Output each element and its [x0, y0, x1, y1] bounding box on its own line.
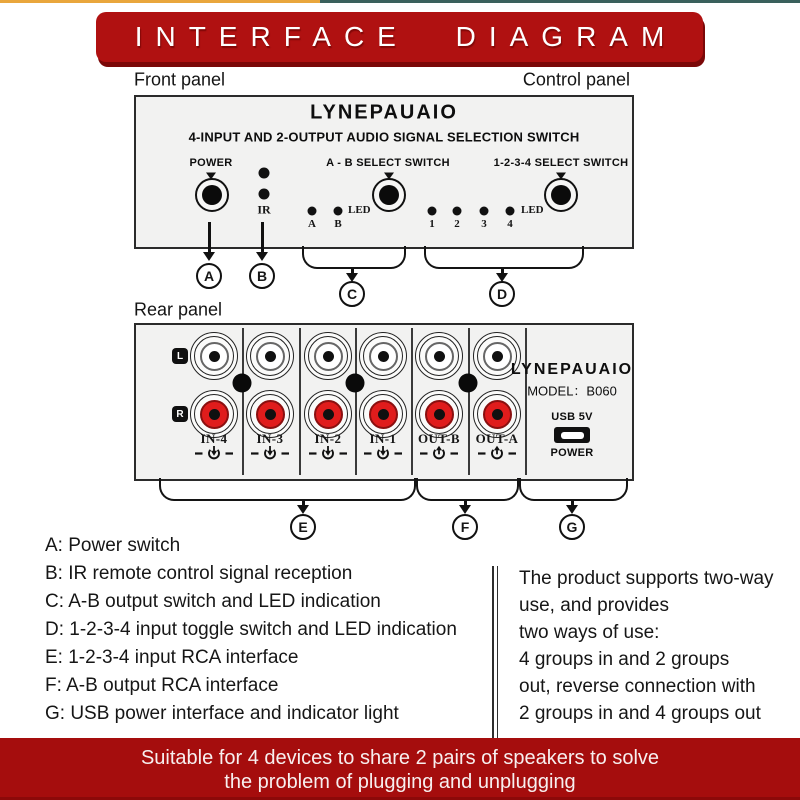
divider-line — [525, 328, 527, 475]
right-channel-mark: R — [172, 406, 188, 422]
divider-line — [411, 328, 413, 475]
note-line: out, reverse connection with — [519, 676, 756, 697]
usb-power-label: POWER — [550, 447, 594, 459]
screw-icon — [233, 374, 252, 393]
note-line: 4 groups in and 2 groups — [519, 649, 730, 670]
divider-line — [242, 328, 244, 475]
led-3-dot — [480, 207, 489, 216]
top-accent-teal — [320, 0, 800, 3]
divider-line — [299, 328, 301, 475]
ab-switch-label: A - B SELECT SWITCH — [326, 157, 450, 169]
led-a-dot — [308, 207, 317, 216]
divider-line — [355, 328, 357, 475]
jack-label: IN-4 — [200, 431, 228, 446]
audio-in-icon — [194, 446, 234, 465]
power-knob — [195, 178, 229, 212]
num-led-label: LED — [521, 204, 544, 216]
led-b-dot — [334, 207, 343, 216]
arrow-down-icon-b — [256, 222, 268, 261]
bracket-f — [416, 478, 519, 501]
led-1-name: 1 — [429, 218, 435, 230]
bracket-d — [424, 246, 584, 269]
note-line: 2 groups in and 4 groups out — [519, 703, 761, 724]
num-select-knob — [544, 178, 578, 212]
top-accent-orange — [0, 0, 320, 3]
legend-item: C: A-B output switch and LED indication — [45, 591, 381, 612]
ir-label: IR — [257, 202, 271, 217]
bracket-c — [302, 246, 406, 269]
front-panel-caption: Front panel — [134, 69, 226, 90]
legend-item: D: 1-2-3-4 input toggle switch and LED indication — [45, 619, 457, 640]
note-divider-bar — [492, 566, 494, 742]
screw-icon — [459, 374, 478, 393]
audio-out-icon — [477, 446, 517, 465]
ir-led-top — [259, 168, 270, 179]
rca-jack-white — [304, 332, 352, 380]
led-4-name: 4 — [507, 218, 513, 230]
rca-jack-white — [415, 332, 463, 380]
led-3-name: 3 — [481, 218, 487, 230]
left-channel-mark: L — [172, 348, 188, 364]
usage-note — [519, 565, 774, 727]
control-panel-caption: Control panel — [522, 69, 630, 90]
jack-label: IN-2 — [314, 431, 342, 446]
num-switch-label: 1-2-3-4 SELECT SWITCH — [493, 157, 629, 169]
callout-b: B — [249, 263, 275, 289]
arrow-down-icon-a — [203, 222, 215, 261]
footer-line: the problem of plugging and unplugging — [224, 771, 576, 793]
callout-g: G — [559, 514, 585, 540]
led-1-dot — [428, 207, 437, 216]
audio-out-icon — [419, 446, 459, 465]
legend-list — [45, 532, 457, 728]
rca-jack-white — [246, 332, 294, 380]
arrow-down-icon-f — [459, 501, 471, 514]
arrow-down-icon-g — [566, 501, 578, 514]
jack-label: OUT-B — [418, 431, 460, 446]
jack-label: IN-3 — [256, 431, 284, 446]
legend-item: B: IR remote control signal reception — [45, 563, 353, 584]
arrow-down-icon-e — [297, 501, 309, 514]
audio-in-icon — [308, 446, 348, 465]
brand-logo-rear: LYNEPAUAIO — [510, 361, 634, 378]
legend-item: A: Power switch — [45, 535, 181, 556]
title-banner — [96, 12, 703, 62]
front-panel-subtitle: 4-INPUT AND 2-OUTPUT AUDIO SIGNAL SELECTION SWITCH — [188, 129, 580, 145]
callout-e: E — [290, 514, 316, 540]
callout-c: C — [339, 281, 365, 307]
model-number: MODEL：B060 — [527, 383, 617, 399]
note-line: use, and provides — [519, 595, 669, 616]
screw-icon — [346, 374, 365, 393]
led-b-name: B — [334, 218, 342, 230]
callout-a: A — [196, 263, 222, 289]
led-a-name: A — [308, 218, 316, 230]
ir-led-bottom — [259, 189, 270, 200]
led-2-name: 2 — [454, 218, 460, 230]
rear-panel — [134, 323, 634, 481]
legend-item: E: 1-2-3-4 input RCA interface — [45, 647, 299, 668]
callout-d: D — [489, 281, 515, 307]
brand-logo-front: LYNEPAUAIO — [310, 101, 458, 124]
audio-in-icon — [363, 446, 403, 465]
rca-jack-white — [359, 332, 407, 380]
power-label: POWER — [189, 157, 233, 169]
footer-line: Suitable for 4 devices to share 2 pairs of speakers to solve — [140, 747, 660, 769]
jack-label: OUT-A — [475, 431, 519, 446]
footer-banner — [0, 738, 800, 800]
bracket-e — [159, 478, 416, 501]
ab-led-label: LED — [348, 204, 371, 216]
note-divider-bar — [497, 566, 499, 742]
callout-f: F — [452, 514, 478, 540]
legend-item: G: USB power interface and indicator light — [45, 703, 399, 724]
legend-item: F: A-B output RCA interface — [45, 675, 279, 696]
usb-port-icon — [554, 427, 590, 443]
page-title: INTERFACE DIAGRAM — [134, 21, 678, 52]
divider-line — [468, 328, 470, 475]
audio-in-icon — [250, 446, 290, 465]
ab-select-knob — [372, 178, 406, 212]
note-line: two ways of use: — [519, 622, 660, 643]
jack-label: IN-1 — [369, 431, 397, 446]
rear-panel-caption: Rear panel — [134, 299, 223, 320]
usb-label: USB 5V — [551, 411, 593, 423]
led-4-dot — [506, 207, 515, 216]
led-2-dot — [453, 207, 462, 216]
bracket-g — [519, 478, 628, 501]
rca-jack-white — [190, 332, 238, 380]
note-line: The product supports two-way — [519, 568, 774, 589]
